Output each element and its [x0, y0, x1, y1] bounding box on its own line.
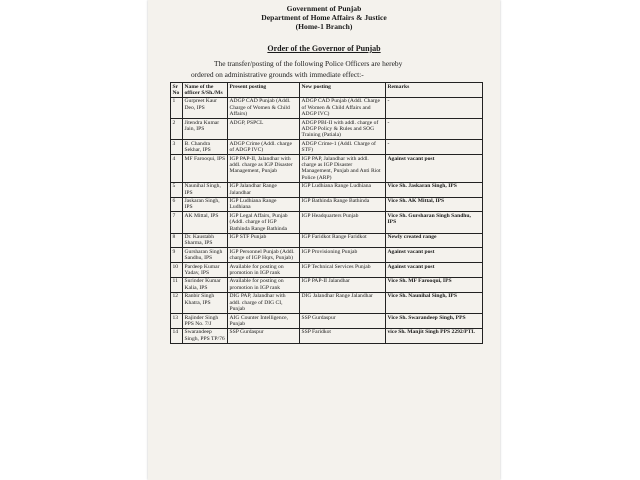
row-remarks: Vice Sh. Jaskaran Singh, IPS — [386, 182, 483, 197]
row-officer-name: Surinder Kumar Kalia, IPS — [183, 277, 228, 292]
row-remarks: Vice Sh. AK Mittal, IPS — [386, 197, 483, 212]
row-new-posting: IGP PAP, Jalandhar with addl. charge as IGP Disaster Management, Punjab and Anti Riot Police (ARP) — [300, 155, 386, 183]
row-new-posting: ADGP PBI-II with addl. charge of ADGP Policy & Rules and SOG Training (Patiala) — [300, 119, 386, 140]
row-present-posting: ADGP Crime (Addl. charge of ADGP IVC) — [228, 140, 300, 155]
row-new-posting: IGP Technical Services Punjab — [300, 263, 386, 278]
row-present-posting: SSP Gurdaspur — [228, 328, 300, 343]
row-sr-no: 13 — [171, 314, 183, 329]
row-remarks: Against vacant post — [386, 263, 483, 278]
row-sr-no: 12 — [171, 292, 183, 313]
table-row — [171, 328, 483, 343]
row-new-posting: SSP Faridkot — [300, 328, 386, 343]
row-new-posting: IGP Headquarters Punjab — [300, 212, 386, 233]
intro-line-2: ordered on administrative grounds with immediate effect:- — [191, 70, 364, 79]
row-present-posting: AIG Counter Intelligence, Punjab — [228, 314, 300, 329]
header-officer-name: Name of the officer S/Sh./Ms — [183, 83, 228, 98]
row-new-posting: IGP Bathinda Range Bathinda — [300, 197, 386, 212]
row-sr-no: 3 — [171, 140, 183, 155]
document-page — [148, 0, 500, 480]
intro-line-1: The transfer/posting of the following Police Officers are hereby — [214, 59, 403, 68]
row-officer-name: Rajinder Singh PPS No. 7/J — [183, 314, 228, 329]
row-officer-name: Gursharan Singh Sandhu, IPS — [183, 248, 228, 263]
row-sr-no: 9 — [171, 248, 183, 263]
row-new-posting: ADGP Crime-1 (Addl. Charge of STF) — [300, 140, 386, 155]
row-present-posting: IGP Personnel Punjab (Addl. charge of IGP Hqrs, Punjab) — [228, 248, 300, 263]
table-row — [171, 182, 483, 197]
table-header-row — [171, 83, 483, 98]
row-remarks: vice Sh. Manjit Singh PPS 2292/PTL — [386, 328, 483, 343]
row-new-posting: IGP Provisioning Punjab — [300, 248, 386, 263]
table-row — [171, 248, 483, 263]
row-new-posting: DIG Jalandhar Range Jalandhar — [300, 292, 386, 313]
order-title: Order of the Governor of Punjab — [267, 44, 381, 53]
row-officer-name: Naunihal Singh, IPS — [183, 182, 228, 197]
table-row — [171, 263, 483, 278]
row-sr-no: 8 — [171, 233, 183, 248]
table-row — [171, 212, 483, 233]
row-officer-name: Ranbir Singh Khatra, IPS — [183, 292, 228, 313]
row-remarks: Against vacant post — [386, 248, 483, 263]
row-officer-name: Gurpreet Kaur Deo, IPS — [183, 97, 228, 118]
row-sr-no: 5 — [171, 182, 183, 197]
row-officer-name: Jitendra Kumar Jain, IPS — [183, 119, 228, 140]
table-row — [171, 155, 483, 183]
table-row — [171, 140, 483, 155]
row-sr-no: 14 — [171, 328, 183, 343]
row-present-posting: IGP STF Punjab — [228, 233, 300, 248]
row-officer-name: Jaskaran Singh, IPS — [183, 197, 228, 212]
row-present-posting: Available for posting on promotion in IGP rank — [228, 263, 300, 278]
row-new-posting: IGP PAP-II Jalandhar — [300, 277, 386, 292]
row-present-posting: IGP Jalandhar Range Jalandhar — [228, 182, 300, 197]
table-row — [171, 314, 483, 329]
row-new-posting: IGP Ludhiana Range Ludhiana — [300, 182, 386, 197]
table-row — [171, 119, 483, 140]
row-remarks: - — [386, 97, 483, 118]
row-remarks: Vice Sh. Swarandeep Singh, PPS — [386, 314, 483, 329]
row-officer-name: Swarandeep Singh, PPS TP/76 — [183, 328, 228, 343]
row-present-posting: IGP PAP-II, Jalandhar with addl. charge as IGP Disaster Management, Punjab — [228, 155, 300, 183]
header-department: Department of Home Affairs & Justice — [261, 13, 387, 22]
row-present-posting: ADGP CAD Punjab (Addl. Charge of Women & Child Affairs) — [228, 97, 300, 118]
row-remarks: - — [386, 119, 483, 140]
header-present-posting: Present posting — [228, 83, 300, 98]
table-row — [171, 277, 483, 292]
row-present-posting: IGP Ludhiana Range Ludhiana — [228, 197, 300, 212]
row-officer-name: MF Farooqui, IPS — [183, 155, 228, 183]
row-remarks: Vice Sh. Gursharan Singh Sandhu, IPS — [386, 212, 483, 233]
row-present-posting: ADGP, PSPCL — [228, 119, 300, 140]
row-new-posting: IGP Faridkot Range Faridkot — [300, 233, 386, 248]
row-remarks: - — [386, 140, 483, 155]
row-sr-no: 10 — [171, 263, 183, 278]
row-new-posting: ADGP CAD Punjab (Addl. Charge of Women & Child Affairs and ADGP IVC) — [300, 97, 386, 118]
row-present-posting: DIG PAP, Jalandhar with addl. charge of DIG CI, Punjab — [228, 292, 300, 313]
row-sr-no: 2 — [171, 119, 183, 140]
header-new-posting: New posting — [300, 83, 386, 98]
row-sr-no: 6 — [171, 197, 183, 212]
row-officer-name: AK Mittal, IPS — [183, 212, 228, 233]
row-remarks: Vice Sh. Naunihal Singh, IPS — [386, 292, 483, 313]
row-present-posting: IGP Legal Affairs, Punjab (Addl. charge of IGP Bathinda Range Bathinda — [228, 212, 300, 233]
row-sr-no: 7 — [171, 212, 183, 233]
posting-table — [170, 82, 483, 344]
row-sr-no: 11 — [171, 277, 183, 292]
row-sr-no: 4 — [171, 155, 183, 183]
table-row — [171, 292, 483, 313]
row-new-posting: SSP Gurdaspur — [300, 314, 386, 329]
row-remarks: Against vacant post — [386, 155, 483, 183]
row-officer-name: Dr. Kaustabh Sharma, IPS — [183, 233, 228, 248]
table-row — [171, 197, 483, 212]
table-row — [171, 97, 483, 118]
header-government: Government of Punjab — [286, 4, 362, 13]
row-present-posting: Available for posting on promotion in IGP rank — [228, 277, 300, 292]
row-officer-name: Pardeep Kumar Yadav, IPS — [183, 263, 228, 278]
row-officer-name: B. Chandra Sekhar, IPS — [183, 140, 228, 155]
row-remarks: Newly created range — [386, 233, 483, 248]
row-sr-no: 1 — [171, 97, 183, 118]
header-branch: (Home-1 Branch) — [295, 22, 353, 31]
table-row — [171, 233, 483, 248]
row-remarks: Vice Sh. MF Farooqui, IPS — [386, 277, 483, 292]
header-remarks: Remarks — [386, 83, 483, 98]
header-sr-no: Sr No — [171, 83, 183, 98]
